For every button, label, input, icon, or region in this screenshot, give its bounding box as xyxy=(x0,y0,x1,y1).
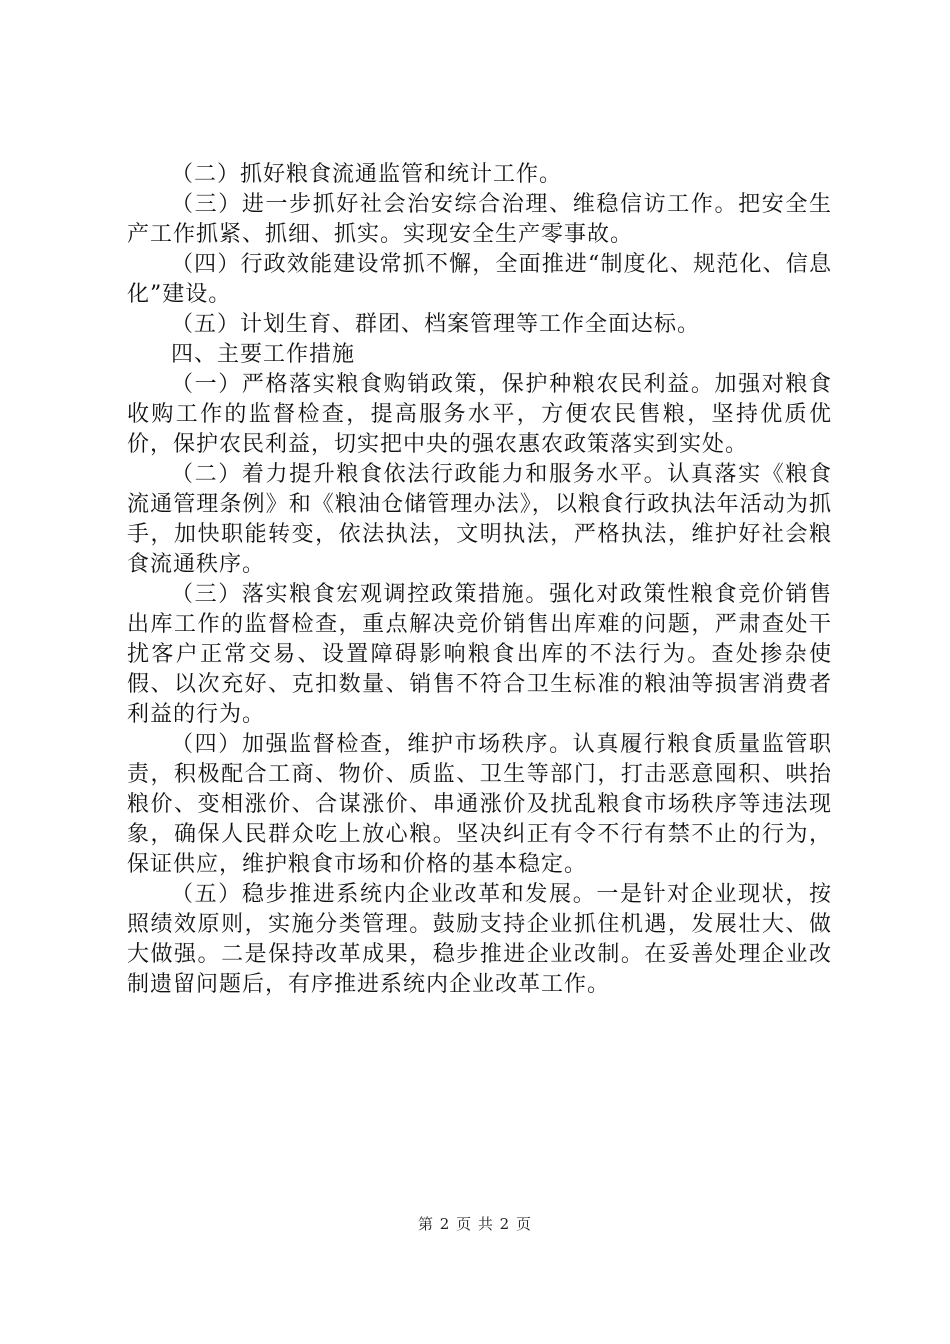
measure-2: （二）着力提升粮食依法行政能力和服务水平。认真落实《粮食流通管理条例》和《粮油仓储管理办法》，以粮食行政执法年活动为抓手，加快职能转变，依法执法，文明执法，严格执法，维护好社会粮食流通秩序。 xyxy=(127,462,832,577)
measure-4: （四）加强监督检查，维护市场秩序。认真履行粮食质量监管职责，积极配合工商、物价、质监、卫生等部门，打击恶意囤积、哄抬粮价、变相涨价、合谋涨价、串通涨价及扰乱粮食市场秩序等违法现象，确保人民群众吃上放心粮。坚决纠正有令不行有禁不止的行为，保证供应，维护粮食市场和价格的基本稳定。 xyxy=(127,732,832,877)
paragraph-2: （二）抓好粮食流通监管和统计工作。 xyxy=(171,162,563,187)
measure-5: （五）稳步推进系统内企业改革和发展。一是针对企业现状，按照绩效原则，实施分类管理。鼓励支持企业抓住机遇，发展壮大、做大做强。二是保持改革成果，稳步推进企业改制。在妥善处理企业改制遗留问题后，有序推进系统内企业改革工作。 xyxy=(127,882,832,997)
page-footer: 第 2 页 共 2 页 xyxy=(418,1215,532,1233)
measure-3: （三）落实粮食宏观调控政策措施。强化对政策性粮食竞价销售出库工作的监督检查，重点解决竞价销售出库难的问题，严肃查处干扰客户正常交易、设置障碍影响粮食出库的不法行为。查处掺杂使假、以次充好、克扣数量、销售不符合卫生标准的粮油等损害消费者利益的行为。 xyxy=(127,582,832,727)
document-body xyxy=(127,160,832,1000)
paragraph-5: （五）计划生育、群团、档案管理等工作全面达标。 xyxy=(171,312,701,337)
section-heading-measures: 四、主要工作措施 xyxy=(171,342,356,367)
paragraph-3: （三）进一步抓好社会治安综合治理、维稳信访工作。把安全生产工作抓紧、抓细、抓实。实现安全生产零事故。 xyxy=(127,192,832,247)
measure-1: （一）严格落实粮食购销政策，保护种粮农民利益。加强对粮食收购工作的监督检查，提高服务水平，方便农民售粮，坚持优质优价，保护农民利益，切实把中央的强农惠农政策落实到实处。 xyxy=(127,372,832,457)
paragraph-4: （四）行政效能建设常抓不懈，全面推进“制度化、规范化、信息化”建设。 xyxy=(127,252,832,307)
